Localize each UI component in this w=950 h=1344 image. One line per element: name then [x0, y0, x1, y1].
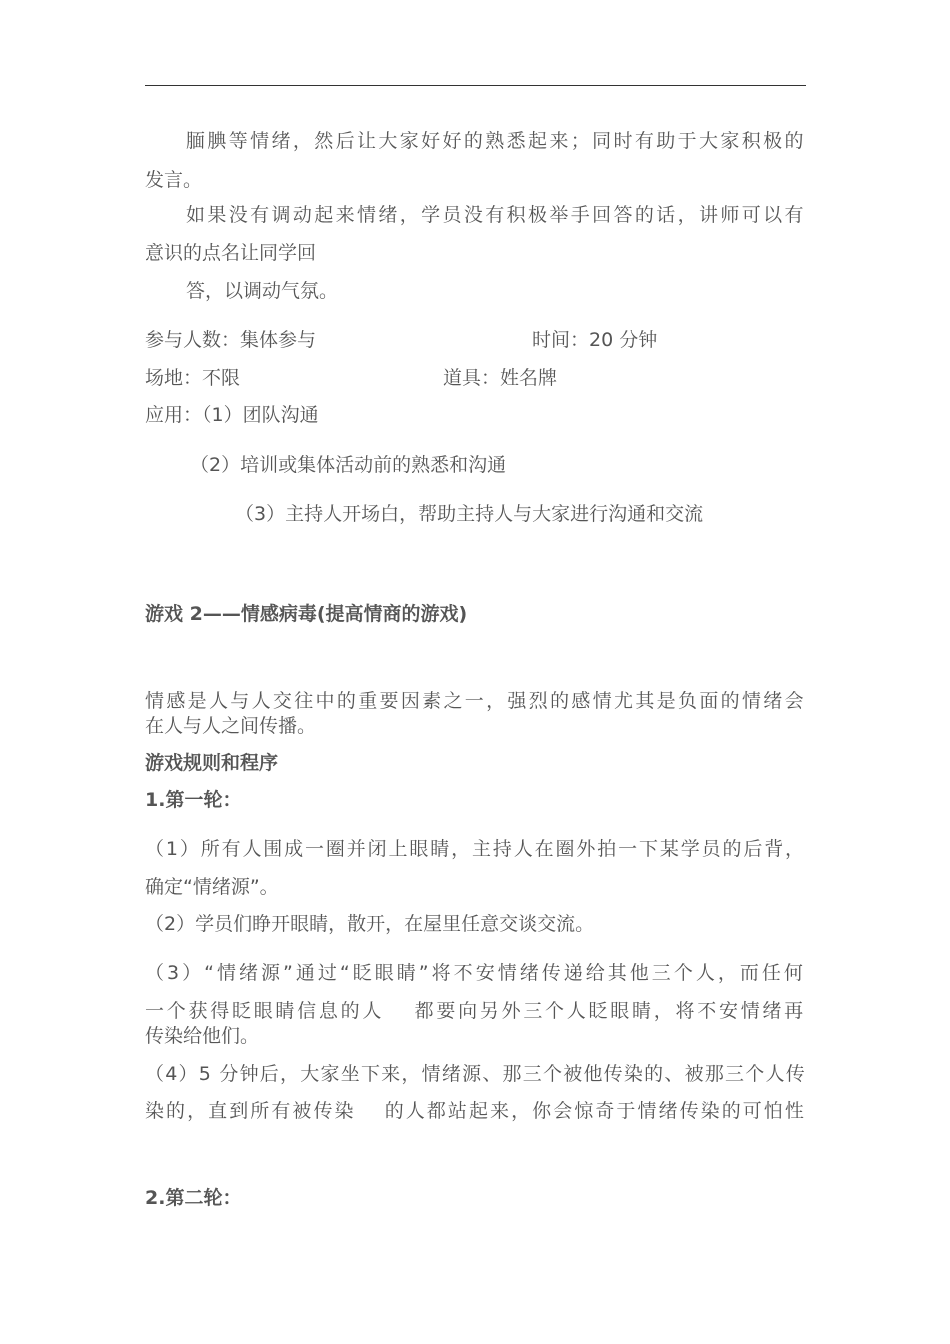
header-rule	[145, 85, 806, 86]
paragraph-line: 答，以调动气氛。	[186, 280, 339, 302]
venue-label: 场地：不限	[145, 367, 241, 389]
paragraph-line: 腼腆等情绪，然后让大家好好的熟悉起来；同时有助于大家积极的	[186, 130, 806, 152]
rules-heading: 游戏规则和程序	[145, 752, 279, 774]
step-line: 染的，直到所有被传染 的人都站起来，你会惊奇于情绪传染的可怕性	[145, 1100, 806, 1122]
step-line: （2）学员们睁开眼睛，散开，在屋里任意交谈交流。	[145, 913, 595, 935]
step-line: （4）5 分钟后，大家坐下来，情绪源、那三个被他传染的、被那三个人传	[145, 1063, 806, 1085]
application-item: （2）培训或集体活动前的熟悉和沟通	[190, 454, 507, 476]
round1-heading: 1.第一轮：	[145, 789, 242, 811]
paragraph-line: 意识的点名让同学回	[145, 242, 317, 264]
application-label: 应用：（1）团队沟通	[145, 404, 319, 426]
intro-line: 情感是人与人交往中的重要因素之一，强烈的感情尤其是负面的情绪会	[145, 690, 806, 712]
step-line: 确定“情绪源”。	[145, 876, 279, 898]
step-line: 传染给他们。	[145, 1025, 260, 1047]
paragraph-line: 如果没有调动起来情绪，学员没有积极举手回答的话，讲师可以有	[186, 204, 806, 226]
time-label: 时间：20 分钟	[532, 329, 658, 351]
props-label: 道具：姓名牌	[443, 367, 558, 389]
intro-line: 在人与人之间传播。	[145, 715, 317, 737]
step-line: 一个获得眨眼睛信息的人 都要向另外三个人眨眼睛，将不安情绪再	[145, 1000, 806, 1022]
step-line: （1）所有人围成一圈并闭上眼睛，主持人在圈外拍一下某学员的后背，	[145, 838, 806, 860]
round2-heading: 2.第二轮：	[145, 1187, 242, 1209]
participants-label: 参与人数：集体参与	[145, 329, 317, 351]
application-item: （3）主持人开场白，帮助主持人与大家进行沟通和交流	[235, 503, 704, 525]
step-line: （3）“情绪源”通过“眨眼睛”将不安情绪传递给其他三个人，而任何	[145, 962, 806, 984]
paragraph-line: 发言。	[145, 169, 203, 191]
game-title: 游戏 2——情感病毒(提高情商的游戏)	[145, 603, 468, 625]
